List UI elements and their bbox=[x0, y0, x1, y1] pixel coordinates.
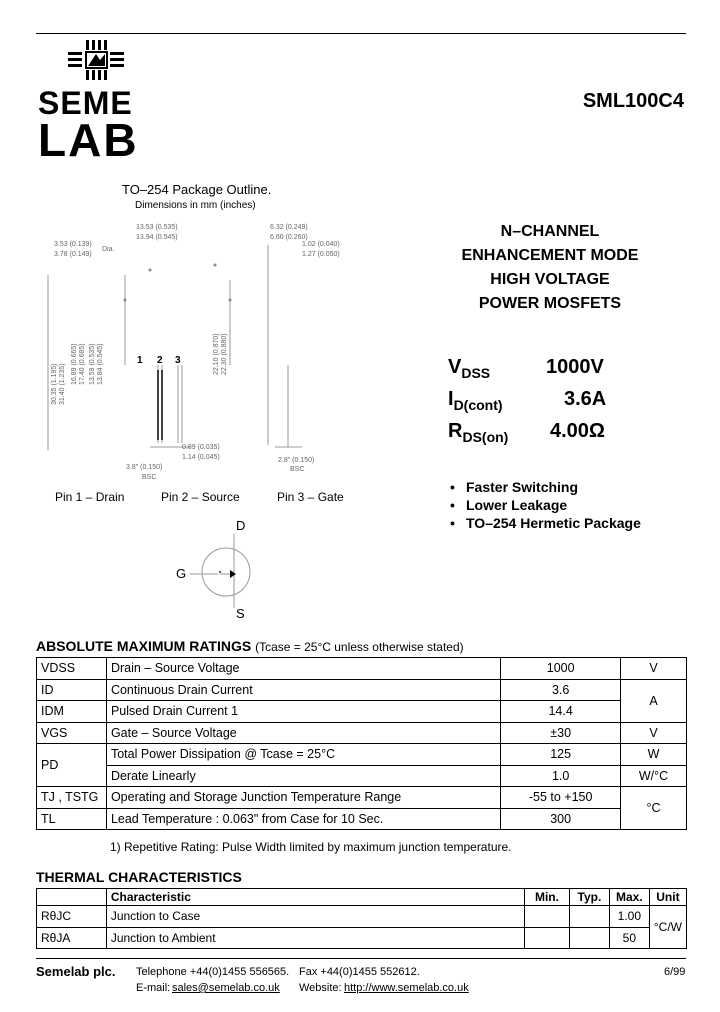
footer-email-link[interactable]: sales@semelab.co.uk bbox=[172, 982, 280, 994]
symbol-d: D bbox=[236, 518, 246, 533]
header-unit: Unit bbox=[649, 889, 686, 906]
package-outline-drawing bbox=[40, 215, 340, 490]
thermal-table bbox=[36, 888, 687, 949]
abs-max-title bbox=[36, 638, 464, 654]
header-characteristic: Characteristic bbox=[106, 889, 524, 906]
dim-label: Dia. bbox=[102, 246, 115, 253]
semelab-logo-icon bbox=[64, 40, 124, 80]
title-line: N–CHANNEL bbox=[500, 223, 600, 240]
cell-desc: Drain – Source Voltage bbox=[106, 658, 500, 680]
dim-label: 13.84 (0.545) bbox=[97, 343, 104, 385]
dim-label: 3.78 (0.149) bbox=[54, 251, 92, 258]
part-number: SML100C4 bbox=[582, 90, 684, 112]
cell-min bbox=[525, 906, 570, 928]
table-row bbox=[37, 906, 687, 928]
dim-label: BSC bbox=[290, 466, 305, 473]
footer-email-label: E-mail: bbox=[136, 982, 171, 994]
cell-desc: Lead Temperature : 0.063" from Case for 10 Sec. bbox=[106, 808, 500, 830]
spec-symbol: I bbox=[448, 388, 454, 410]
dim-label: 3.8" (0.150) bbox=[126, 464, 163, 471]
spec-symbol: R bbox=[448, 420, 463, 442]
spec-subscript: D(cont) bbox=[453, 397, 503, 413]
table-header-row bbox=[37, 889, 687, 906]
dim-label: 31.40 (1.235) bbox=[59, 363, 66, 405]
spec-subscript: DS(on) bbox=[462, 429, 509, 445]
abs-max-table bbox=[36, 657, 687, 830]
cell-desc: Gate – Source Voltage bbox=[106, 722, 500, 744]
pin-number: 3 bbox=[175, 355, 181, 366]
header-typ: Typ. bbox=[569, 889, 609, 906]
cell-symbol: RθJA bbox=[37, 927, 107, 949]
table-row bbox=[37, 927, 687, 949]
pin-number: 1 bbox=[137, 355, 143, 366]
dim-label: 6.32 (0.249) bbox=[270, 224, 308, 231]
spec-value: 1000V bbox=[546, 356, 604, 378]
cell-desc: Junction to Case bbox=[106, 906, 524, 928]
cell-symbol: TL bbox=[37, 808, 107, 830]
spec-value: 4.00Ω bbox=[550, 420, 605, 442]
cell-value: ±30 bbox=[501, 722, 621, 744]
cell-value: 300 bbox=[501, 808, 621, 830]
mosfet-symbol-icon bbox=[170, 512, 280, 624]
cell-symbol: VGS bbox=[37, 722, 107, 744]
device-title bbox=[430, 220, 670, 316]
cell-symbol: ID bbox=[37, 679, 107, 701]
cell-value: 1000 bbox=[501, 658, 621, 680]
cell-typ bbox=[569, 927, 609, 949]
dim-label: 22.30 (0.880) bbox=[221, 333, 228, 375]
dim-label: 16.89 (0.665) bbox=[71, 343, 78, 385]
footer-company: Semelab plc. bbox=[36, 964, 116, 979]
cell-value: 3.6 bbox=[501, 679, 621, 701]
pin2-label: Pin 2 – Source bbox=[161, 490, 240, 504]
cell-max: 50 bbox=[609, 927, 649, 949]
feature-item: • Lower Leakage bbox=[450, 496, 641, 514]
footer-website-link[interactable]: http://www.semelab.co.uk bbox=[344, 982, 469, 994]
cell-symbol: RθJC bbox=[37, 906, 107, 928]
package-title: TO–254 Package Outline. bbox=[122, 182, 272, 197]
cell-value: -55 to +150 bbox=[501, 787, 621, 809]
spec-id bbox=[448, 388, 607, 413]
cell-max: 1.00 bbox=[609, 906, 649, 928]
table-row bbox=[37, 765, 687, 787]
footer-fax: Fax +44(0)1455 552612. bbox=[299, 966, 420, 978]
spec-vdss bbox=[448, 356, 604, 381]
dim-label: 17.40 (0.685) bbox=[79, 343, 86, 385]
symbol-g: G bbox=[176, 566, 187, 581]
company-logo-seme: SEME bbox=[38, 85, 133, 121]
spec-rds bbox=[448, 420, 605, 445]
cell-symbol: VDSS bbox=[37, 658, 107, 680]
dim-label: 3.53 (0.139) bbox=[54, 241, 92, 248]
cell-value: 125 bbox=[501, 744, 621, 766]
cell-desc: Total Power Dissipation @ Tcase = 25°C bbox=[106, 744, 500, 766]
cell-unit: A bbox=[621, 679, 687, 722]
dim-label: 6.60 (0.260) bbox=[270, 234, 308, 241]
dim-label: 0.89 (0.035) bbox=[182, 444, 220, 451]
cell-desc: Derate Linearly bbox=[106, 765, 500, 787]
cell-unit: V bbox=[621, 658, 687, 680]
cell-min bbox=[525, 927, 570, 949]
spec-symbol: V bbox=[448, 356, 462, 378]
feature-item: • TO–254 Hermetic Package bbox=[450, 514, 641, 532]
dim-label: 1.02 (0.040) bbox=[302, 241, 340, 248]
feature-item: • Faster Switching bbox=[450, 478, 641, 496]
table-row bbox=[37, 701, 687, 723]
header-max: Max. bbox=[609, 889, 649, 906]
table-row bbox=[37, 808, 687, 830]
dim-label: 13.94 (0.545) bbox=[136, 234, 178, 241]
footer-phone: Telephone +44(0)1455 556565. bbox=[136, 966, 290, 978]
cell-unit: °C/W bbox=[649, 906, 686, 949]
spec-subscript: DSS bbox=[461, 365, 491, 381]
symbol-s: S bbox=[236, 606, 245, 621]
pin-number: 2 bbox=[157, 355, 163, 366]
cell-unit: °C bbox=[621, 787, 687, 830]
table-row bbox=[37, 658, 687, 680]
cell-symbol: TJ , TSTG bbox=[37, 787, 107, 809]
title-line: HIGH VOLTAGE bbox=[490, 271, 610, 288]
cell-typ bbox=[569, 906, 609, 928]
feature-list bbox=[450, 478, 641, 532]
dim-label: 1.27 (0.050) bbox=[302, 251, 340, 258]
cell-desc: Operating and Storage Junction Temperature Range bbox=[106, 787, 500, 809]
cell-desc: Continuous Drain Current bbox=[106, 679, 500, 701]
table-row bbox=[37, 787, 687, 809]
footer-rule bbox=[36, 958, 686, 959]
title-line: POWER MOSFETS bbox=[478, 295, 622, 312]
dim-label: 13.59 (0.535) bbox=[89, 343, 96, 385]
abs-max-note: 1) Repetitive Rating: Pulse Width limited by maximum junction temperature. bbox=[110, 840, 512, 854]
top-rule bbox=[36, 33, 686, 34]
cell-unit: V bbox=[621, 722, 687, 744]
dim-label: 2.8" (0.150) bbox=[278, 457, 315, 464]
footer-website-label: Website: bbox=[299, 982, 342, 994]
cell-desc: Pulsed Drain Current 1 bbox=[106, 701, 500, 723]
cell-value: 1.0 bbox=[501, 765, 621, 787]
dim-label: 22.10 (0.870) bbox=[213, 333, 220, 375]
dim-label: 1.14 (0.045) bbox=[182, 454, 220, 461]
abs-max-condition: (Tcase = 25°C unless otherwise stated) bbox=[255, 640, 464, 654]
spec-value: 3.6A bbox=[564, 388, 607, 410]
pin3-label: Pin 3 – Gate bbox=[277, 490, 344, 504]
table-row bbox=[37, 679, 687, 701]
table-row bbox=[37, 744, 687, 766]
cell-symbol: IDM bbox=[37, 701, 107, 723]
pin1-label: Pin 1 – Drain bbox=[55, 490, 125, 504]
cell-desc: Junction to Ambient bbox=[106, 927, 524, 949]
cell-unit: W/°C bbox=[621, 765, 687, 787]
abs-max-heading: ABSOLUTE MAXIMUM RATINGS bbox=[36, 638, 252, 654]
thermal-title: THERMAL CHARACTERISTICS bbox=[36, 869, 242, 885]
dim-label: BSC bbox=[142, 474, 157, 481]
header-min: Min. bbox=[525, 889, 570, 906]
dim-label: 30.35 (1.195) bbox=[51, 363, 58, 405]
cell-symbol: PD bbox=[37, 744, 107, 787]
cell-unit: W bbox=[621, 744, 687, 766]
footer-date: 6/99 bbox=[664, 966, 686, 978]
dim-label: 13.53 (0.535) bbox=[136, 224, 178, 231]
table-row bbox=[37, 722, 687, 744]
company-logo-lab: LAB bbox=[38, 114, 139, 166]
package-subtitle: Dimensions in mm (inches) bbox=[135, 200, 256, 211]
cell-value: 14.4 bbox=[501, 701, 621, 723]
title-line: ENHANCEMENT MODE bbox=[461, 247, 639, 264]
